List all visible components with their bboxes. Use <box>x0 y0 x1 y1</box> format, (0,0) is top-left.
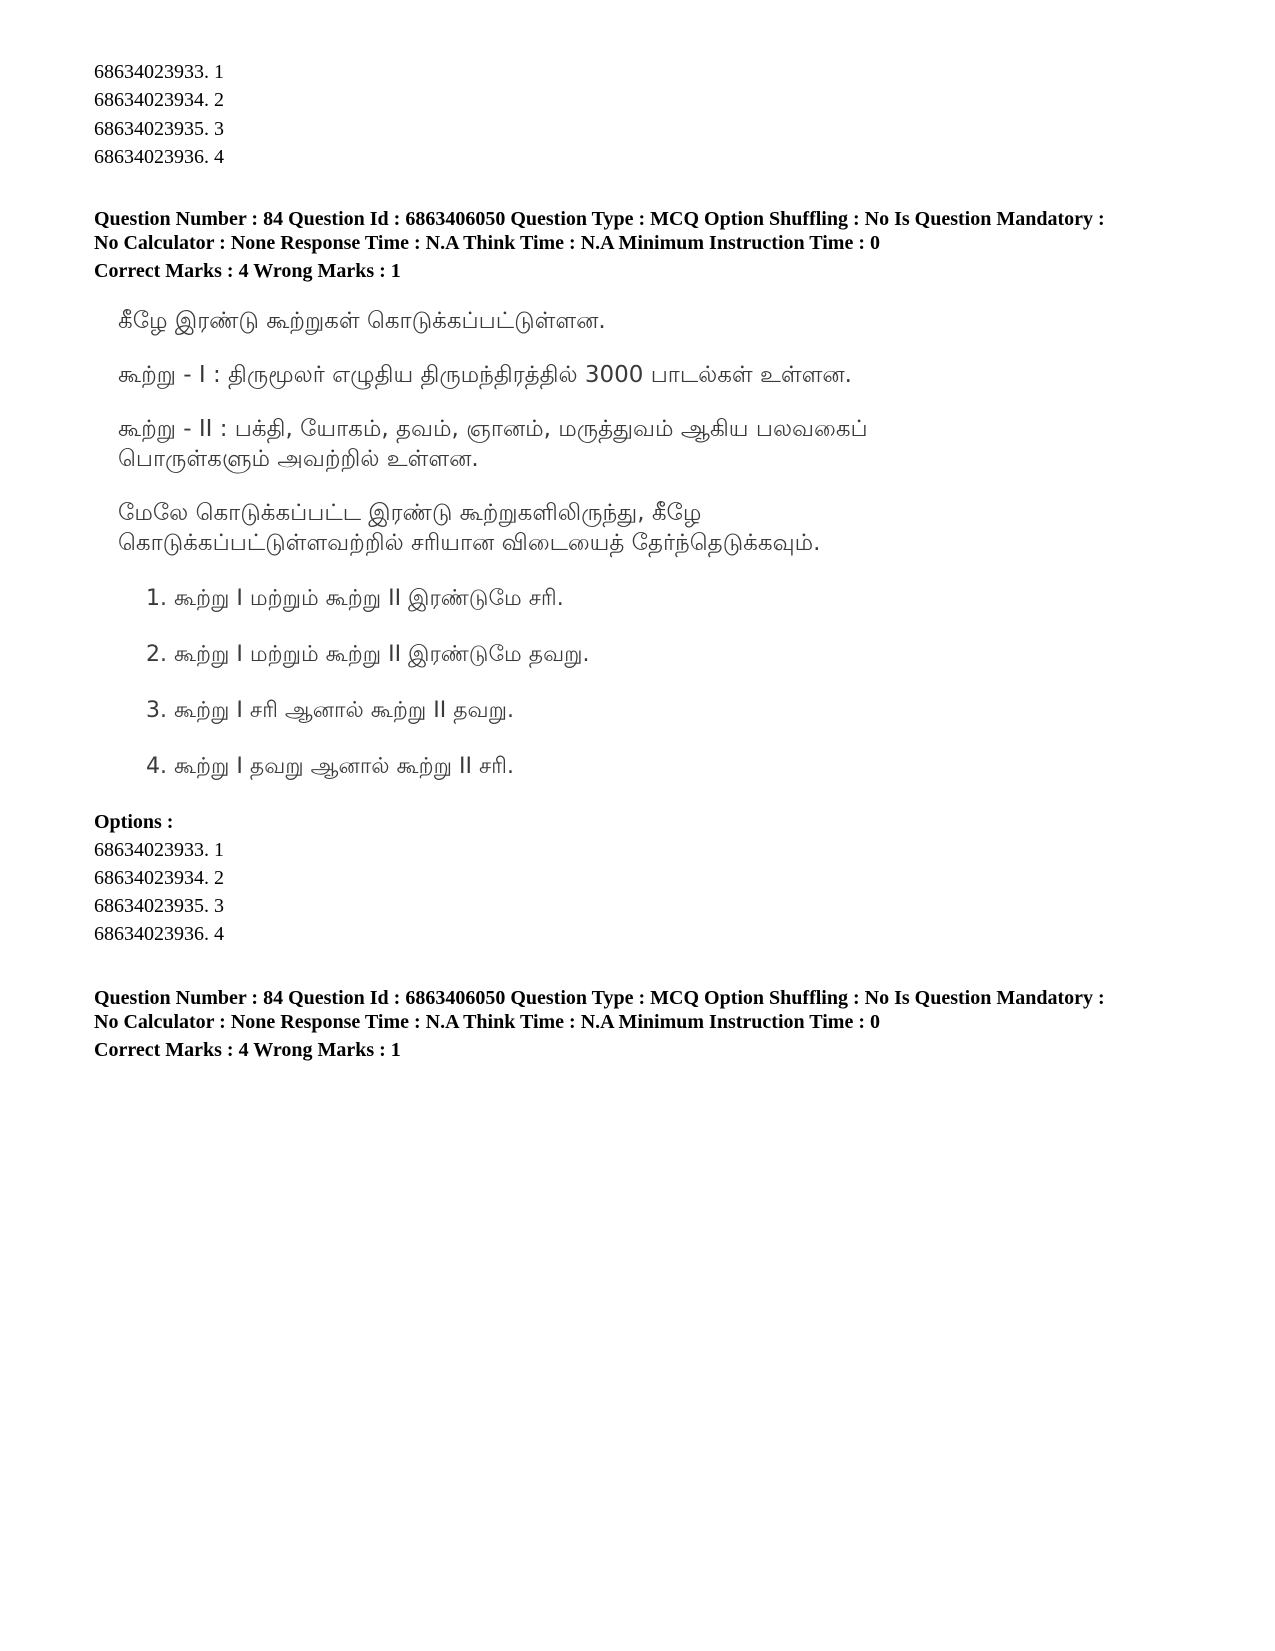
choice-2: 2. கூற்று I மற்றும் கூற்று II இரண்டுமே தவறு. <box>146 642 590 667</box>
next-question-meta-line2: No Calculator : None Response Time : N.A Think Time : N.A Minimum Instruction Time : 0 <box>94 1011 880 1033</box>
question-intro: கீழே இரண்டு கூற்றுகள் கொடுக்கப்பட்டுள்ளன. <box>118 308 606 334</box>
question-marks: Correct Marks : 4 Wrong Marks : 1 <box>94 260 401 282</box>
option-4: 68634023936. 4 <box>94 923 224 945</box>
top-option-2: 68634023934. 2 <box>94 89 224 111</box>
instruction-line-1: மேலே கொடுக்கப்பட்ட இரண்டு கூற்றுகளிலிருந்து, கீழே <box>118 500 702 526</box>
statement-2-line-2: பொருள்களும் அவற்றில் உள்ளன. <box>118 446 479 472</box>
instruction-line-2: கொடுக்கப்பட்டுள்ளவற்றில் சரியான விடையைத் தேர்ந்தெடுக்கவும். <box>118 530 821 556</box>
options-label: Options : <box>94 811 174 833</box>
choice-1: 1. கூற்று I மற்றும் கூற்று II இரண்டுமே சரி. <box>146 586 564 611</box>
choice-4: 4. கூற்று I தவறு ஆனால் கூற்று II சரி. <box>146 754 514 779</box>
next-question-marks: Correct Marks : 4 Wrong Marks : 1 <box>94 1039 401 1061</box>
choice-3: 3. கூற்று I சரி ஆனால் கூற்று II தவறு. <box>146 698 514 723</box>
next-question-meta-line1: Question Number : 84 Question Id : 6863406050 Question Type : MCQ Option Shuffling : No Is Question Mandatory : <box>94 987 1105 1009</box>
option-3: 68634023935. 3 <box>94 895 224 917</box>
statement-1: கூற்று - I : திருமூலர் எழுதிய திருமந்திரத்தில் 3000 பாடல்கள் உள்ளன. <box>118 362 852 388</box>
top-option-3: 68634023935. 3 <box>94 118 224 140</box>
question-meta-line2: No Calculator : None Response Time : N.A Think Time : N.A Minimum Instruction Time : 0 <box>94 232 880 254</box>
question-meta-line1: Question Number : 84 Question Id : 6863406050 Question Type : MCQ Option Shuffling : No Is Question Mandatory : <box>94 208 1105 230</box>
top-option-4: 68634023936. 4 <box>94 146 224 168</box>
top-option-1: 68634023933. 1 <box>94 61 224 83</box>
next-question-meta <box>94 986 1214 1062</box>
question-image <box>94 305 1094 830</box>
statement-2-line-1: கூற்று - II : பக்தி, யோகம், தவம், ஞானம், மருத்துவம் ஆகிய பலவகைப் <box>118 416 868 442</box>
option-1: 68634023933. 1 <box>94 839 224 861</box>
option-2: 68634023934. 2 <box>94 867 224 889</box>
question-meta <box>94 207 1214 283</box>
